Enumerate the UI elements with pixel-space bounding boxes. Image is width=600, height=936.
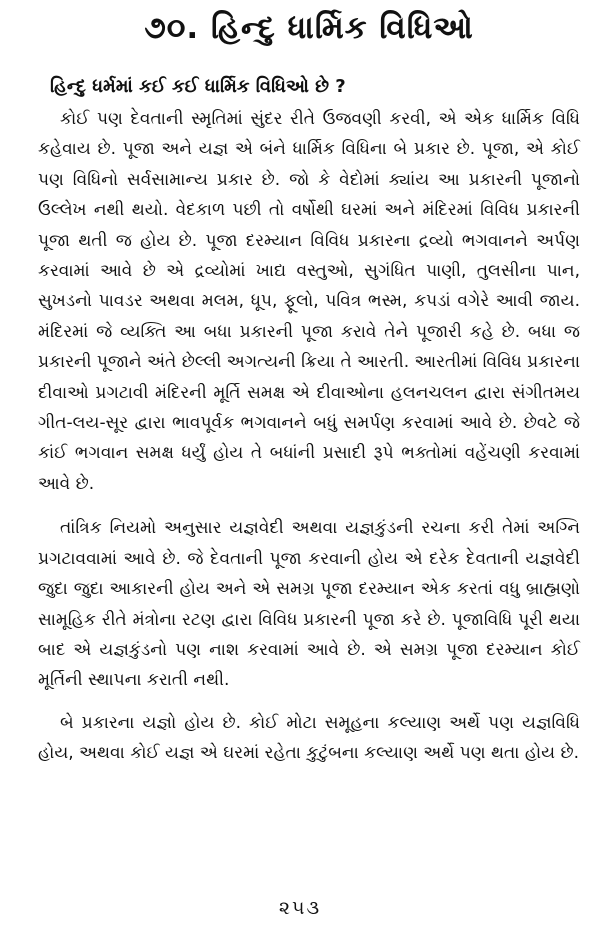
paragraph-puja: કોઈ પણ દેવતાની સ્મૃતિમાં સુંદર રીતે ઉજવણી કરવી, એ એક ધાર્મિક વિધિ કહેવાય છે. પૂજા અને યજ્ઞ એ બંને ધાર્મિક વિધિના બે પ્રકાર છે. પૂજા, એ કોઈ પણ વિધિનો સર્વસામાન્ય પ્રકાર છે. જો કે વેદોમાં ક્યાંય આ પ્રકારની પૂજાનો ઉલ્લેખ નથી થયો. વેદકાળ પછી તો વર્ષોથી ઘરમાં અને મંદિરમાં વિવિધ પ્રકારની પૂજા થતી જ હોય છે. પૂજા દરમ્યાન વિવિધ પ્રકારના દ્રવ્યો ભગવાનને અર્પણ કરવામાં આવે છે એ દ્રવ્યોમાં ખાદ્ય વસ્તુઓ, સુગંધિત પાણી, તુલસીના પાન, સુખડનો પાવડર અથવા મલમ, ધૂપ, ફૂલો, પવિત્ર ભસ્મ, કપડાં વગેરે આવી જાય. મંદિરમાં જે વ્યક્તિ આ બધા પ્રકારની પૂજા કરાવે તેને પૂજારી કહે છે. બધા જ પ્રકારની પૂજાને અંતે છેલ્લી અગત્યની ક્રિયા તે આરતી. આરતીમાં વિવિધ પ્રકારના દીવાઓ પ્રગટાવી મંદિરની મૂર્તિ સમક્ષ એ દીવાઓના હલનચલન દ્વારા સંગીતમય ગીત-લય-સૂર દ્વારા ભાવપૂર્વક ભગવાનને બધું સમર્પણ કરવામાં આવે છે. છેવટે જે કાંઈ ભગવાન સમક્ષ ધર્યું હોય તે બધાંની પ્રસાદી રૂપે ભક્તોમાં વહેંચણી કરવામાં આવે છે. bbox=[38, 109, 580, 494]
paragraph-yagna: તાંત્રિક નિયમો અનુસાર યજ્ઞવેદી અથવા યજ્ઞકુંડની રચના કરી તેમાં અગ્નિ પ્રગટાવવામાં આવે છે. જે દેવતાની પૂજા કરવાની હોય એ દરેક દેવતાની યજ્ઞવેદી જુદા જુદા આકારની હોય અને એ સમગ્ર પૂજા દરમ્યાન એક કરતાં વધુ બ્રાહ્મણો સામૂહિક રીતે મંત્રોના રટણ દ્વારા વિવિધ પ્રકારની પૂજા કરે છે. પૂજાવિધિ પૂરી થયા બાદ એ યજ્ઞકુંડનો પણ નાશ કરવામાં આવે છે. એ સમગ્ર પૂજા દરમ્યાન કોઈ મૂર્તિની સ્થાપના કરાતી નથી. bbox=[38, 518, 580, 691]
chapter-title: ૭૦. હિન્દુ ધાર્મિક વિધિઓ bbox=[144, 10, 474, 46]
page-number: ૨૫૩ bbox=[278, 897, 322, 919]
section-question: હિન્દુ ધર્મમાં કઈ કઈ ધાર્મિક વિધિઓ છે ? bbox=[50, 76, 346, 97]
paragraph-yagna-types: બે પ્રકારના યજ્ઞો હોય છે. કોઈ મોટા સમૂહના કલ્યાણ અર્થે પણ યજ્ઞવિધિ હોય, અથવા કોઈ યજ્ઞ એ ઘરમાં રહેતા કુટુંબના કલ્યાણ અર્થે પણ થતા હોય છે. bbox=[38, 712, 580, 764]
